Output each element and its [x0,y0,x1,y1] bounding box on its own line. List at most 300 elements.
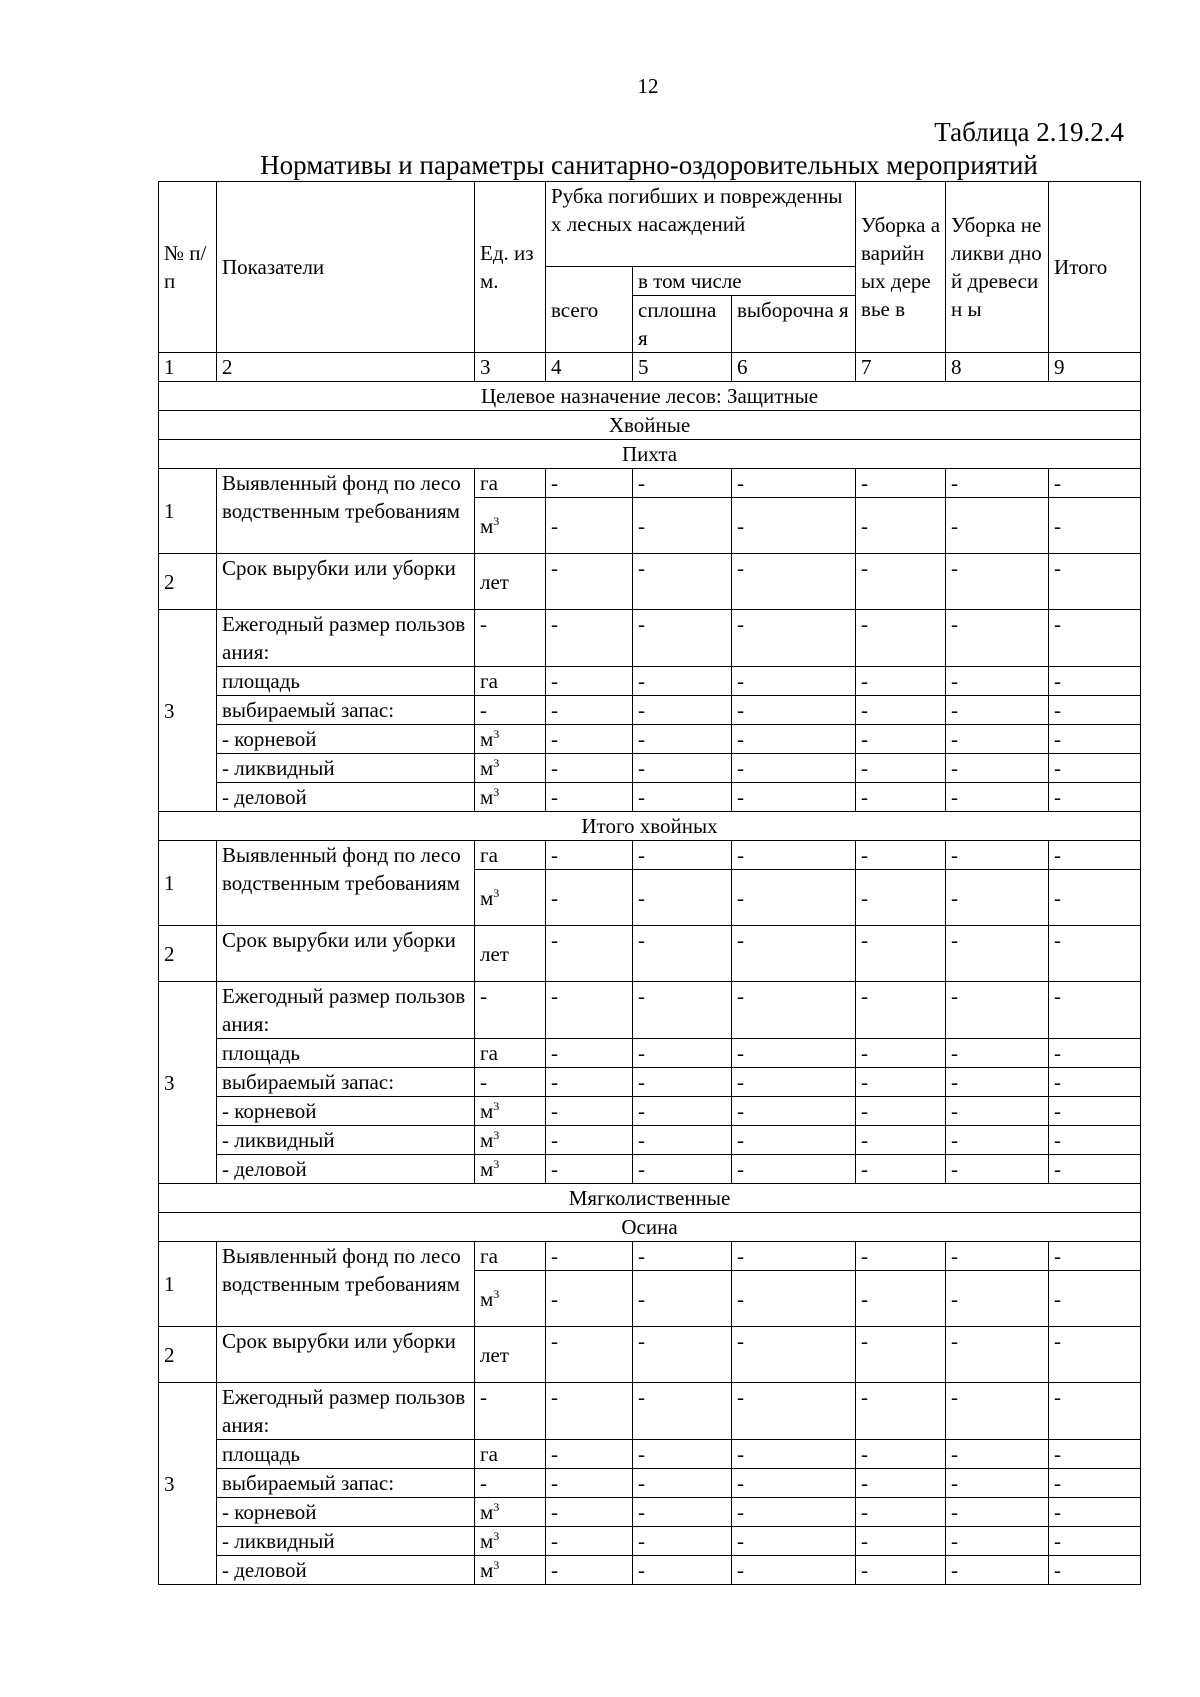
dash-cell: - [633,1327,732,1383]
dash-cell: - [546,1527,633,1556]
row-num: 2 [159,1327,217,1383]
dash-cell: - [633,498,732,554]
dash-cell: - [732,1383,856,1440]
dash-cell: - [856,1126,946,1155]
dash-cell: - [1049,870,1141,926]
unit-cell [475,754,546,783]
indicator-annual: Ежегодный размер пользования: [217,1383,475,1440]
dash-cell: - [732,1155,856,1184]
dash-cell: - [1049,1039,1141,1068]
dash-cell: - [946,754,1049,783]
dash-cell: - [633,1068,732,1097]
group-row: Мягколиственные [159,1184,1141,1213]
table-row [159,1184,1141,1213]
indicator-area: площадь [217,1440,475,1469]
unit-cell [475,870,546,926]
header-cutting: Рубка погибших и поврежденных лесных насаждений [546,182,856,267]
unit-cell [475,1097,546,1126]
dash-cell: - [546,1383,633,1440]
purpose-row: Целевое назначение лесов: Защитные [159,382,1141,411]
dash-cell: - [732,1039,856,1068]
unit-m: м [480,1529,494,1553]
dash-cell: - [633,754,732,783]
dash-cell: - [856,1271,946,1327]
table-row [159,1383,1141,1440]
unit-m: м [480,885,494,910]
indicator-liquid: - ликвидный [217,1126,475,1155]
header-clear: сплошна я [633,296,732,353]
col-number: 4 [546,353,633,382]
dash-cell: - [1049,1327,1141,1383]
dash-cell: - [546,610,633,667]
indicator-stock: выбираемый запас: [217,1469,475,1498]
row-num: 3 [159,982,217,1184]
dash-cell: - [1049,783,1141,812]
norms-table [158,181,1141,1585]
col-number: 6 [732,353,856,382]
indicator-term: Срок вырубки или уборки [217,554,475,610]
table-row [159,1242,1141,1271]
dash-cell: - [946,1097,1049,1126]
dash-cell: - [732,841,856,870]
dash-cell: - [1049,1527,1141,1556]
dash-cell: - [546,1327,633,1383]
table-row [159,554,1141,610]
dash-cell: - [546,841,633,870]
dash-cell: - [546,1440,633,1469]
dash-cell: - [946,1068,1049,1097]
dash-cell: - [546,725,633,754]
dash-cell: - [633,1556,732,1585]
unit-superscript: 3 [493,1128,500,1142]
indicator-root: - корневой [217,1498,475,1527]
indicator-liquid: - ликвидный [217,1527,475,1556]
dash-cell: - [1049,610,1141,667]
unit-cell: - [475,1068,546,1097]
dash-cell: - [1049,498,1141,554]
dash-cell: - [946,610,1049,667]
dash-cell: - [856,1440,946,1469]
dash-cell: - [946,1440,1049,1469]
dash-cell: - [946,1498,1049,1527]
unit-cell [475,725,546,754]
dash-cell: - [946,1155,1049,1184]
dash-cell: - [546,1271,633,1327]
dash-cell: - [1049,982,1141,1039]
dash-cell: - [856,696,946,725]
dash-cell: - [633,1440,732,1469]
col-number: 7 [856,353,946,382]
dash-cell: - [633,1383,732,1440]
dash-cell: - [856,1327,946,1383]
dash-cell: - [732,610,856,667]
dash-cell: - [546,469,633,498]
unit-cell [475,1126,546,1155]
indicator-area: площадь [217,667,475,696]
table-row [159,1155,1141,1184]
dash-cell: - [856,754,946,783]
dash-cell: - [633,1097,732,1126]
unit-cell: - [475,1469,546,1498]
dash-cell: - [1049,1097,1141,1126]
indicator-term: Срок вырубки или уборки [217,1327,475,1383]
header-unit: Ед. изм. [475,182,546,353]
unit-m: м [480,727,494,751]
row-num: 2 [159,554,217,610]
dash-cell: - [633,1039,732,1068]
indicator-business: - деловой [217,1556,475,1585]
dash-cell: - [732,1271,856,1327]
dash-cell: - [1049,841,1141,870]
table-row [159,725,1141,754]
dash-cell: - [946,469,1049,498]
species-row: Осина [159,1213,1141,1242]
dash-cell: - [546,1068,633,1097]
unit-m: м [480,1286,494,1311]
dash-cell: - [1049,1068,1141,1097]
unit-m: м [480,1558,494,1582]
dash-cell: - [946,841,1049,870]
dash-cell: - [946,498,1049,554]
table-row [159,1556,1141,1585]
table-row [159,982,1141,1039]
unit-superscript: 3 [493,1157,500,1171]
dash-cell: - [732,1097,856,1126]
dash-cell: - [946,1242,1049,1271]
dash-cell: - [633,1242,732,1271]
dash-cell: - [732,1242,856,1271]
indicator-fund: Выявленный фонд по лесоводственным требованиям [217,841,475,926]
unit-cell: лет [475,1327,546,1383]
dash-cell: - [546,783,633,812]
unit-cell: га [475,1440,546,1469]
species-row: Пихта [159,440,1141,469]
dash-cell: - [732,870,856,926]
col-number: 2 [217,353,475,382]
dash-cell: - [946,696,1049,725]
dash-cell: - [633,610,732,667]
indicator-fund: Выявленный фонд по лесоводственным требованиям [217,1242,475,1327]
dash-cell: - [856,1498,946,1527]
dash-cell: - [546,1039,633,1068]
dash-cell: - [1049,1155,1141,1184]
dash-cell: - [732,1327,856,1383]
unit-m: м [480,1099,494,1123]
dash-cell: - [946,725,1049,754]
dash-cell: - [1049,754,1141,783]
dash-cell: - [856,783,946,812]
dash-cell: - [633,1527,732,1556]
unit-superscript: 3 [493,1500,500,1514]
dash-cell: - [732,696,856,725]
dash-cell: - [546,1556,633,1585]
table-row [159,1327,1141,1383]
unit-cell: га [475,469,546,498]
table-row [159,1068,1141,1097]
dash-cell: - [732,926,856,982]
row-num: 1 [159,1242,217,1327]
table-row [159,926,1141,982]
dash-cell: - [732,982,856,1039]
dash-cell: - [856,870,946,926]
dash-cell: - [732,1126,856,1155]
dash-cell: - [732,1469,856,1498]
dash-cell: - [1049,725,1141,754]
dash-cell: - [732,554,856,610]
unit-m: м [480,1128,494,1152]
page-number: 12 [637,74,659,98]
dash-cell: - [856,1068,946,1097]
table-row [159,1469,1141,1498]
dash-cell: - [732,1068,856,1097]
unit-cell: га [475,1242,546,1271]
table-row [159,1527,1141,1556]
unit-cell [475,1155,546,1184]
header-selective: выборочна я [732,296,856,353]
row-num: 3 [159,1383,217,1585]
indicator-area: площадь [217,1039,475,1068]
dash-cell: - [732,1556,856,1585]
indicator-annual: Ежегодный размер пользования: [217,610,475,667]
indicator-liquid: - ликвидный [217,754,475,783]
dash-cell: - [546,1126,633,1155]
table-row [159,469,1141,498]
dash-cell: - [856,725,946,754]
dash-cell: - [856,1527,946,1556]
dash-cell: - [732,725,856,754]
col-number: 9 [1049,353,1141,382]
dash-cell: - [546,696,633,725]
dash-cell: - [633,1271,732,1327]
table-row [159,696,1141,725]
table-row [159,1097,1141,1126]
table-row [159,1498,1141,1527]
dash-cell: - [1049,1242,1141,1271]
dash-cell: - [856,1039,946,1068]
indicator-stock: выбираемый запас: [217,1068,475,1097]
dash-cell: - [946,1527,1049,1556]
column-numbers-row [159,353,1141,382]
unit-cell: - [475,982,546,1039]
dash-cell: - [1049,667,1141,696]
indicator-fund: Выявленный фонд по лесоводственным требованиям [217,469,475,554]
dash-cell: - [633,554,732,610]
header-total-all: всего [546,267,633,353]
dash-cell: - [1049,1440,1141,1469]
header-incl: в том числе [633,267,856,296]
row-num: 1 [159,841,217,926]
header-sum: Итого [1049,182,1141,353]
dash-cell: - [946,1039,1049,1068]
unit-cell [475,1271,546,1327]
dash-cell: - [946,783,1049,812]
table-row [159,1039,1141,1068]
unit-superscript: 3 [493,785,500,799]
col-number: 1 [159,353,217,382]
dash-cell: - [946,1383,1049,1440]
dash-cell: - [546,1498,633,1527]
dash-cell: - [633,783,732,812]
dash-cell: - [546,870,633,926]
header-indicators: Показатели [217,182,475,353]
dash-cell: - [1049,1126,1141,1155]
dash-cell: - [946,667,1049,696]
dash-cell: - [856,841,946,870]
dash-cell: - [1049,1498,1141,1527]
dash-cell: - [946,1271,1049,1327]
dash-cell: - [856,1469,946,1498]
dash-cell: - [1049,554,1141,610]
dash-cell: - [633,870,732,926]
unit-m: м [480,1157,494,1181]
indicator-business: - деловой [217,1155,475,1184]
dash-cell: - [732,783,856,812]
dash-cell: - [732,667,856,696]
dash-cell: - [856,610,946,667]
dash-cell: - [546,1097,633,1126]
dash-cell: - [633,696,732,725]
dash-cell: - [1049,1271,1141,1327]
dash-cell: - [546,498,633,554]
unit-cell [475,783,546,812]
table-title: Нормативы и параметры санитарно-оздоровительных мероприятий [260,150,1038,180]
dash-cell: - [633,469,732,498]
dash-cell: - [546,1155,633,1184]
unit-m: м [480,756,494,780]
unit-cell [475,498,546,554]
col-number: 3 [475,353,546,382]
dash-cell: - [732,754,856,783]
dash-cell: - [546,554,633,610]
dash-cell: - [633,982,732,1039]
unit-m: м [480,513,494,538]
dash-cell: - [633,841,732,870]
unit-cell: лет [475,554,546,610]
indicator-annual: Ежегодный размер пользования: [217,982,475,1039]
table-row [159,1440,1141,1469]
row-num: 3 [159,610,217,812]
unit-superscript: 3 [493,1558,500,1572]
dash-cell: - [1049,926,1141,982]
unit-cell: га [475,667,546,696]
dash-cell: - [1049,1556,1141,1585]
unit-cell [475,1527,546,1556]
dash-cell: - [946,1126,1049,1155]
indicator-business: - деловой [217,783,475,812]
unit-m: м [480,785,494,809]
unit-superscript: 3 [493,513,500,528]
unit-cell: га [475,841,546,870]
dash-cell: - [732,1440,856,1469]
dash-cell: - [633,926,732,982]
dash-cell: - [856,1097,946,1126]
unit-superscript: 3 [493,1286,500,1301]
table-row [159,1126,1141,1155]
unit-cell: лет [475,926,546,982]
dash-cell: - [633,1469,732,1498]
dash-cell: - [856,498,946,554]
dash-cell: - [946,1556,1049,1585]
dash-cell: - [546,926,633,982]
group-row: Итого хвойных [159,812,1141,841]
table-row [159,841,1141,870]
table-row [159,411,1141,440]
dash-cell: - [946,1327,1049,1383]
unit-cell [475,1556,546,1585]
dash-cell: - [856,1383,946,1440]
dash-cell: - [946,554,1049,610]
unit-superscript: 3 [493,727,500,741]
dash-cell: - [946,982,1049,1039]
dash-cell: - [546,667,633,696]
dash-cell: - [1049,1469,1141,1498]
header-num: № п/п [159,182,217,353]
dash-cell: - [856,469,946,498]
unit-superscript: 3 [493,756,500,770]
unit-cell: - [475,610,546,667]
indicator-term: Срок вырубки или уборки [217,926,475,982]
dash-cell: - [946,1469,1049,1498]
dash-cell: - [546,754,633,783]
table-row [159,812,1141,841]
header-illiquid: Уборка неликви дной древесин ы [946,182,1049,353]
dash-cell: - [732,1498,856,1527]
col-number: 5 [633,353,732,382]
unit-cell: - [475,1383,546,1440]
dash-cell: - [856,1556,946,1585]
dash-cell: - [856,554,946,610]
dash-cell: - [732,498,856,554]
dash-cell: - [856,1155,946,1184]
dash-cell: - [633,725,732,754]
dash-cell: - [546,1469,633,1498]
indicator-root: - корневой [217,1097,475,1126]
dash-cell: - [732,1527,856,1556]
unit-cell [475,1498,546,1527]
dash-cell: - [633,1126,732,1155]
dash-cell: - [856,667,946,696]
dash-cell: - [633,667,732,696]
dash-cell: - [1049,696,1141,725]
group-row: Хвойные [159,411,1141,440]
dash-cell: - [546,982,633,1039]
table-row [159,754,1141,783]
dash-cell: - [856,982,946,1039]
col-number: 8 [946,353,1049,382]
unit-m: м [480,1500,494,1524]
dash-cell: - [1049,1383,1141,1440]
dash-cell: - [946,870,1049,926]
table-row [159,610,1141,667]
row-num: 1 [159,469,217,554]
table-row [159,440,1141,469]
unit-superscript: 3 [493,1529,500,1543]
table-row [159,1213,1141,1242]
unit-superscript: 3 [493,885,500,900]
dash-cell: - [633,1498,732,1527]
row-num: 2 [159,926,217,982]
table-code: Таблица 2.19.2.4 [934,117,1124,147]
dash-cell: - [946,926,1049,982]
indicator-root: - корневой [217,725,475,754]
table-row [159,667,1141,696]
dash-cell: - [732,469,856,498]
indicator-stock: выбираемый запас: [217,696,475,725]
dash-cell: - [856,926,946,982]
dash-cell: - [633,1155,732,1184]
unit-cell: - [475,696,546,725]
table-row [159,783,1141,812]
